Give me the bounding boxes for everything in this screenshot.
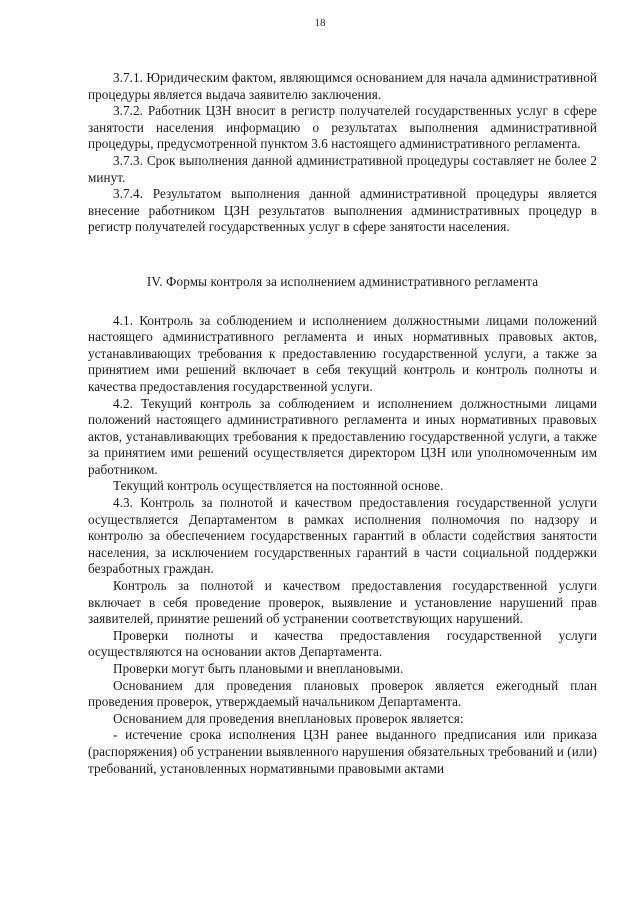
paragraph-4-2: 4.2. Текущий контроль за соблюдением и исполнением должностными лицами положений настоящего административного регламента и иных нормативных правовых актов, устанавливающих требования к предоставлению государственной услуги, а также за принятием ими решений осуществляется директором ЦЗН или уполномоченным им работником. (88, 395, 597, 477)
paragraph-planned-checks: Основанием для проведения плановых проверок является ежегодный план проведения проверок, утверждаемый начальником Департамента. (88, 677, 597, 710)
paragraph-deadline-expiry: - истечение срока исполнения ЦЗН ранее выданного предписания или приказа (распоряжения) об устранении выявленного нарушения обязательных требований и (или) требований, установленных нормативными правовыми актами (88, 727, 597, 776)
paragraph-3-7-3: 3.7.3. Срок выполнения данной административной процедуры составляет не более 2 минут. (88, 152, 597, 185)
paragraph-4-3: 4.3. Контроль за полнотой и качеством предоставления государственной услуги осуществляется Департаментом в рамках исполнения полномочия по надзору и контролю за обеспечением государственных гарантий в области содействия занятости населения, за исключением государственных гарантий в части социальной поддержки безработных граждан. (88, 495, 597, 577)
paragraph-3-7-1: 3.7.1. Юридическим фактом, являющимся основанием для начала административной процедуры является выдача заявителю заключения. (88, 70, 597, 102)
section-heading: IV. Формы контроля за исполнением административного регламента (146, 273, 539, 289)
paragraph-4-1: 4.1. Контроль за соблюдением и исполнением должностными лицами положений настоящего административного регламента и иных нормативных правовых актов, устанавливающих требования к предоставлению государственной услуги, а также за принятием ими решений включает в себя текущий контроль и контроль полноты и качества предоставления государственной услуги. (88, 312, 597, 394)
paragraph-checks-basis: Проверки полноты и качества предоставления государственной услуги осуществляются на основании актов Департамента. (88, 627, 597, 660)
paragraph-quality-control: Контроль за полнотой и качеством предоставления государственной услуги включает в себя проведение проверок, выявление и установление нарушений прав заявителей, принятие решений об устранении соответствующих нарушений. (88, 578, 597, 627)
page-number: 18 (314, 17, 326, 29)
paragraph-3-7-2: 3.7.2. Работник ЦЗН вносит в регистр получателей государственных услуг в сфере занятости населения информацию о результатах выполнения административной процедуры, предусмотренной пунктом 3.6 настоящего административного регламента. (88, 103, 597, 152)
paragraph-check-types: Проверки могут быть плановыми и внеплановыми. (113, 661, 404, 676)
document-body (88, 70, 597, 777)
paragraph-unplanned-checks: Основанием для проведения внеплановых проверок является: (113, 710, 464, 726)
paragraph-current-control: Текущий контроль осуществляется на постоянной основе. (113, 478, 444, 494)
paragraph-3-7-4: 3.7.4. Результатом выполнения данной административной процедуры является внесение работником ЦЗН результатов выполнения административных процедур в регистр получателей государственных услуг в сфере занятости населения. (88, 186, 597, 235)
